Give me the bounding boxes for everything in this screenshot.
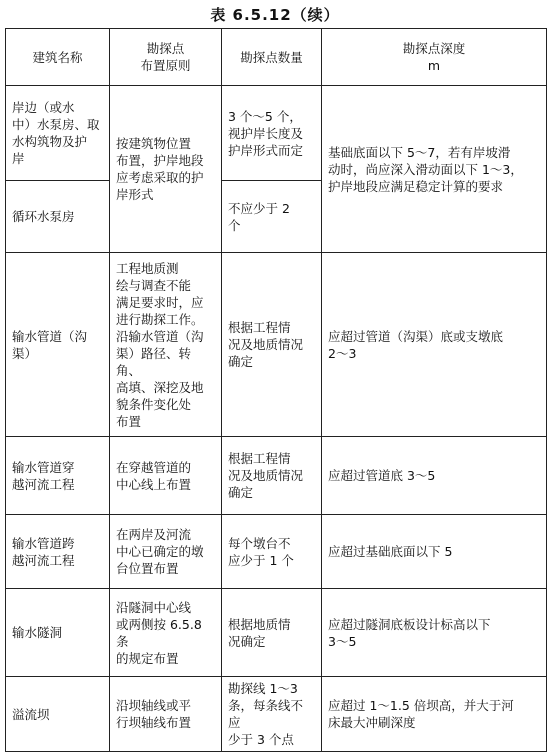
cell-point-depth: 应超过隧洞底板设计标高以下 3～5 [322,589,547,677]
cell-point-depth: 应超过 1～1.5 倍坝高，并大于河 床最大冲刷深度 [322,677,547,752]
cell-building-name: 输水管道跨 越河流工程 [6,515,110,589]
cell-point-depth: 基础底面以下 5～7，若有岸坡滑 动时，尚应深入滑动面以下 1～3， 护岸地段应满足稳定计算的要求 [322,86,547,253]
header-building-name: 建筑名称 [6,29,110,86]
cell-building-name: 输水管道穿 越河流工程 [6,437,110,515]
cell-point-depth: 应超过基础底面以下 5 [322,515,547,589]
cell-point-count: 根据工程情 况及地质情况 确定 [222,253,322,437]
cell-point-count: 勘探线 1～3 条，每条线不应 少于 3 个点 [222,677,322,752]
cell-point-count: 每个墩台不 应少于 1 个 [222,515,322,589]
header-point-depth: 勘探点深度 m [322,29,547,86]
cell-layout-principle: 沿坝轴线或平 行坝轴线布置 [110,677,222,752]
cell-point-count: 根据工程情 况及地质情况 确定 [222,437,322,515]
table-row [6,437,547,515]
cell-layout-principle: 沿隧洞中心线 或两侧按 6.5.8 条 的规定布置 [110,589,222,677]
cell-layout-principle: 工程地质测 绘与调查不能 满足要求时，应 进行勘探工作。 沿输水管道（沟 渠）路径、转角、 高填、深挖及地 貌条件变化处 布置 [110,253,222,437]
cell-point-count: 根据地质情 况确定 [222,589,322,677]
cell-point-depth: 应超过管道（沟渠）底或支墩底 2～3 [322,253,547,437]
table-row [6,589,547,677]
table-row [6,86,547,181]
header-layout-principle: 勘探点 布置原则 [110,29,222,86]
cell-layout-principle: 按建筑物位置 布置，护岸地段 应考虑采取的护 岸形式 [110,86,222,253]
table-row [6,515,547,589]
cell-point-count: 不应少于 2 个 [222,181,322,253]
table-title: 表 6.5.12（续） [210,6,340,24]
cell-point-depth: 应超过管道底 3～5 [322,437,547,515]
cell-building-name: 输水管道（沟 渠） [6,253,110,437]
cell-point-count: 3 个～5 个， 视护岸长度及 护岸形式而定 [222,86,322,181]
cell-building-name: 输水隧洞 [6,589,110,677]
cell-layout-principle: 在两岸及河流 中心已确定的墩 台位置布置 [110,515,222,589]
cell-building-name: 溢流坝 [6,677,110,752]
table-row [6,677,547,752]
cell-building-name: 循环水泵房 [6,181,110,253]
header-point-count: 勘探点数量 [222,29,322,86]
table-header-row [6,29,547,86]
cell-building-name: 岸边（或水 中）水泵房、取 水构筑物及护 岸 [6,86,110,181]
table-row [6,253,547,437]
cell-layout-principle: 在穿越管道的 中心线上布置 [110,437,222,515]
exploration-point-table [5,28,547,752]
